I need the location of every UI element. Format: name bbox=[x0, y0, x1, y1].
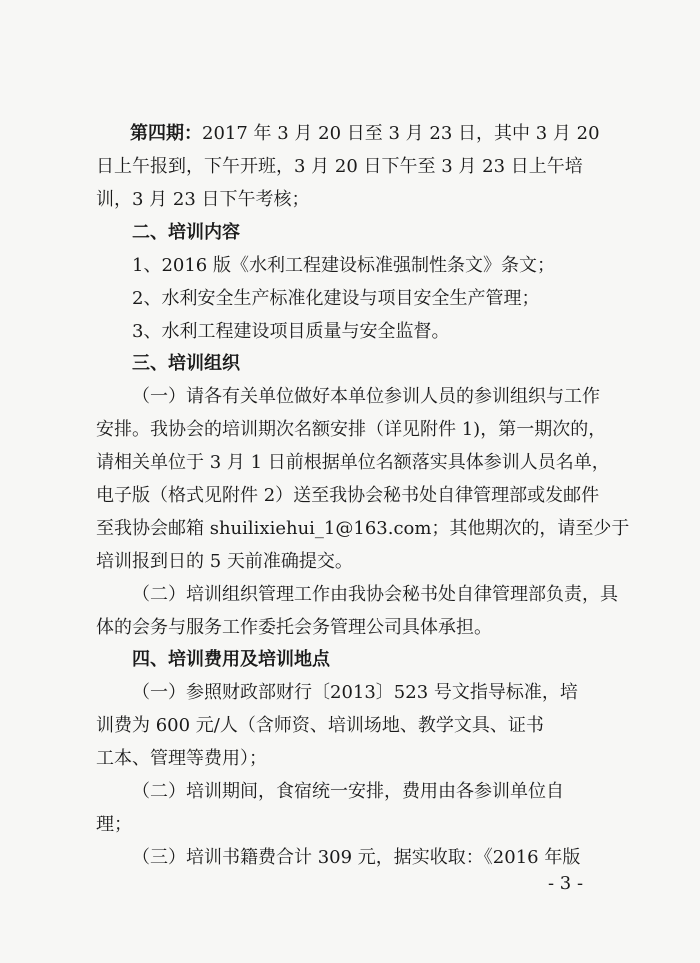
period-label: 第四期： bbox=[130, 123, 202, 144]
paragraph-line: 体的会务与服务工作委托会务管理公司具体承担。 bbox=[96, 617, 492, 638]
paragraph-line: 培训报到日的 5 天前准确提交。 bbox=[96, 551, 353, 572]
paragraph-line: 训费为 600 元/人（含师资、培训场地、教学文具、证书 bbox=[96, 715, 544, 736]
period-text: 2017 年 3 月 20 日至 3 月 23 日，其中 3 月 20 bbox=[202, 123, 600, 144]
paragraph-line: 理； bbox=[96, 814, 132, 835]
list-item: 3、水利工程建设项目质量与安全监督。 bbox=[132, 321, 450, 342]
list-item: 1、2016 版《水利工程建设标准强制性条文》条文； bbox=[132, 255, 555, 276]
paragraph-line: 工本、管理等费用）； bbox=[96, 748, 267, 769]
paragraph-line: 请相关单位于 3 月 1 日前根据单位名额落实具体参训人员名单， bbox=[96, 452, 610, 473]
section-heading: 二、培训内容 bbox=[132, 222, 240, 243]
paragraph-line: 日上午报到，下午开班，3 月 20 日下午至 3 月 23 日上午培 bbox=[96, 156, 583, 177]
paragraph-line: 电子版（格式见附件 2）送至我协会秘书处自律管理部或发邮件 bbox=[96, 485, 600, 506]
section-heading: 三、培训组织 bbox=[132, 353, 240, 374]
paragraph-line: （一）请各有关单位做好本单位参训人员的参训组织与工作 bbox=[132, 386, 600, 407]
paragraph-line: （二）培训期间，食宿统一安排，费用由各参训单位自 bbox=[132, 781, 564, 802]
list-item: 2、水利安全生产标准化建设与项目安全生产管理； bbox=[132, 288, 540, 309]
paragraph-line bbox=[130, 122, 600, 146]
page-number: - 3 - bbox=[548, 873, 584, 894]
paragraph-line: 训，3 月 23 日下午考核； bbox=[96, 189, 310, 210]
paragraph-line: （二）培训组织管理工作由我协会秘书处自律管理部负责，具 bbox=[132, 584, 618, 605]
paragraph-line: （三）培训书籍费合计 309 元，据实收取：《2016 年版 bbox=[132, 847, 581, 868]
paragraph-line: （一）参照财政部财行〔2013〕523 号文指导标准，培 bbox=[132, 682, 578, 703]
section-heading: 四、培训费用及培训地点 bbox=[132, 649, 330, 670]
paragraph-line: 至我协会邮箱 shuilixiehui_1@163.com；其他期次的，请至少于 bbox=[96, 518, 630, 539]
paragraph-line: 安排。我协会的培训期次名额安排（详见附件 1)，第一期次的， bbox=[96, 419, 607, 440]
